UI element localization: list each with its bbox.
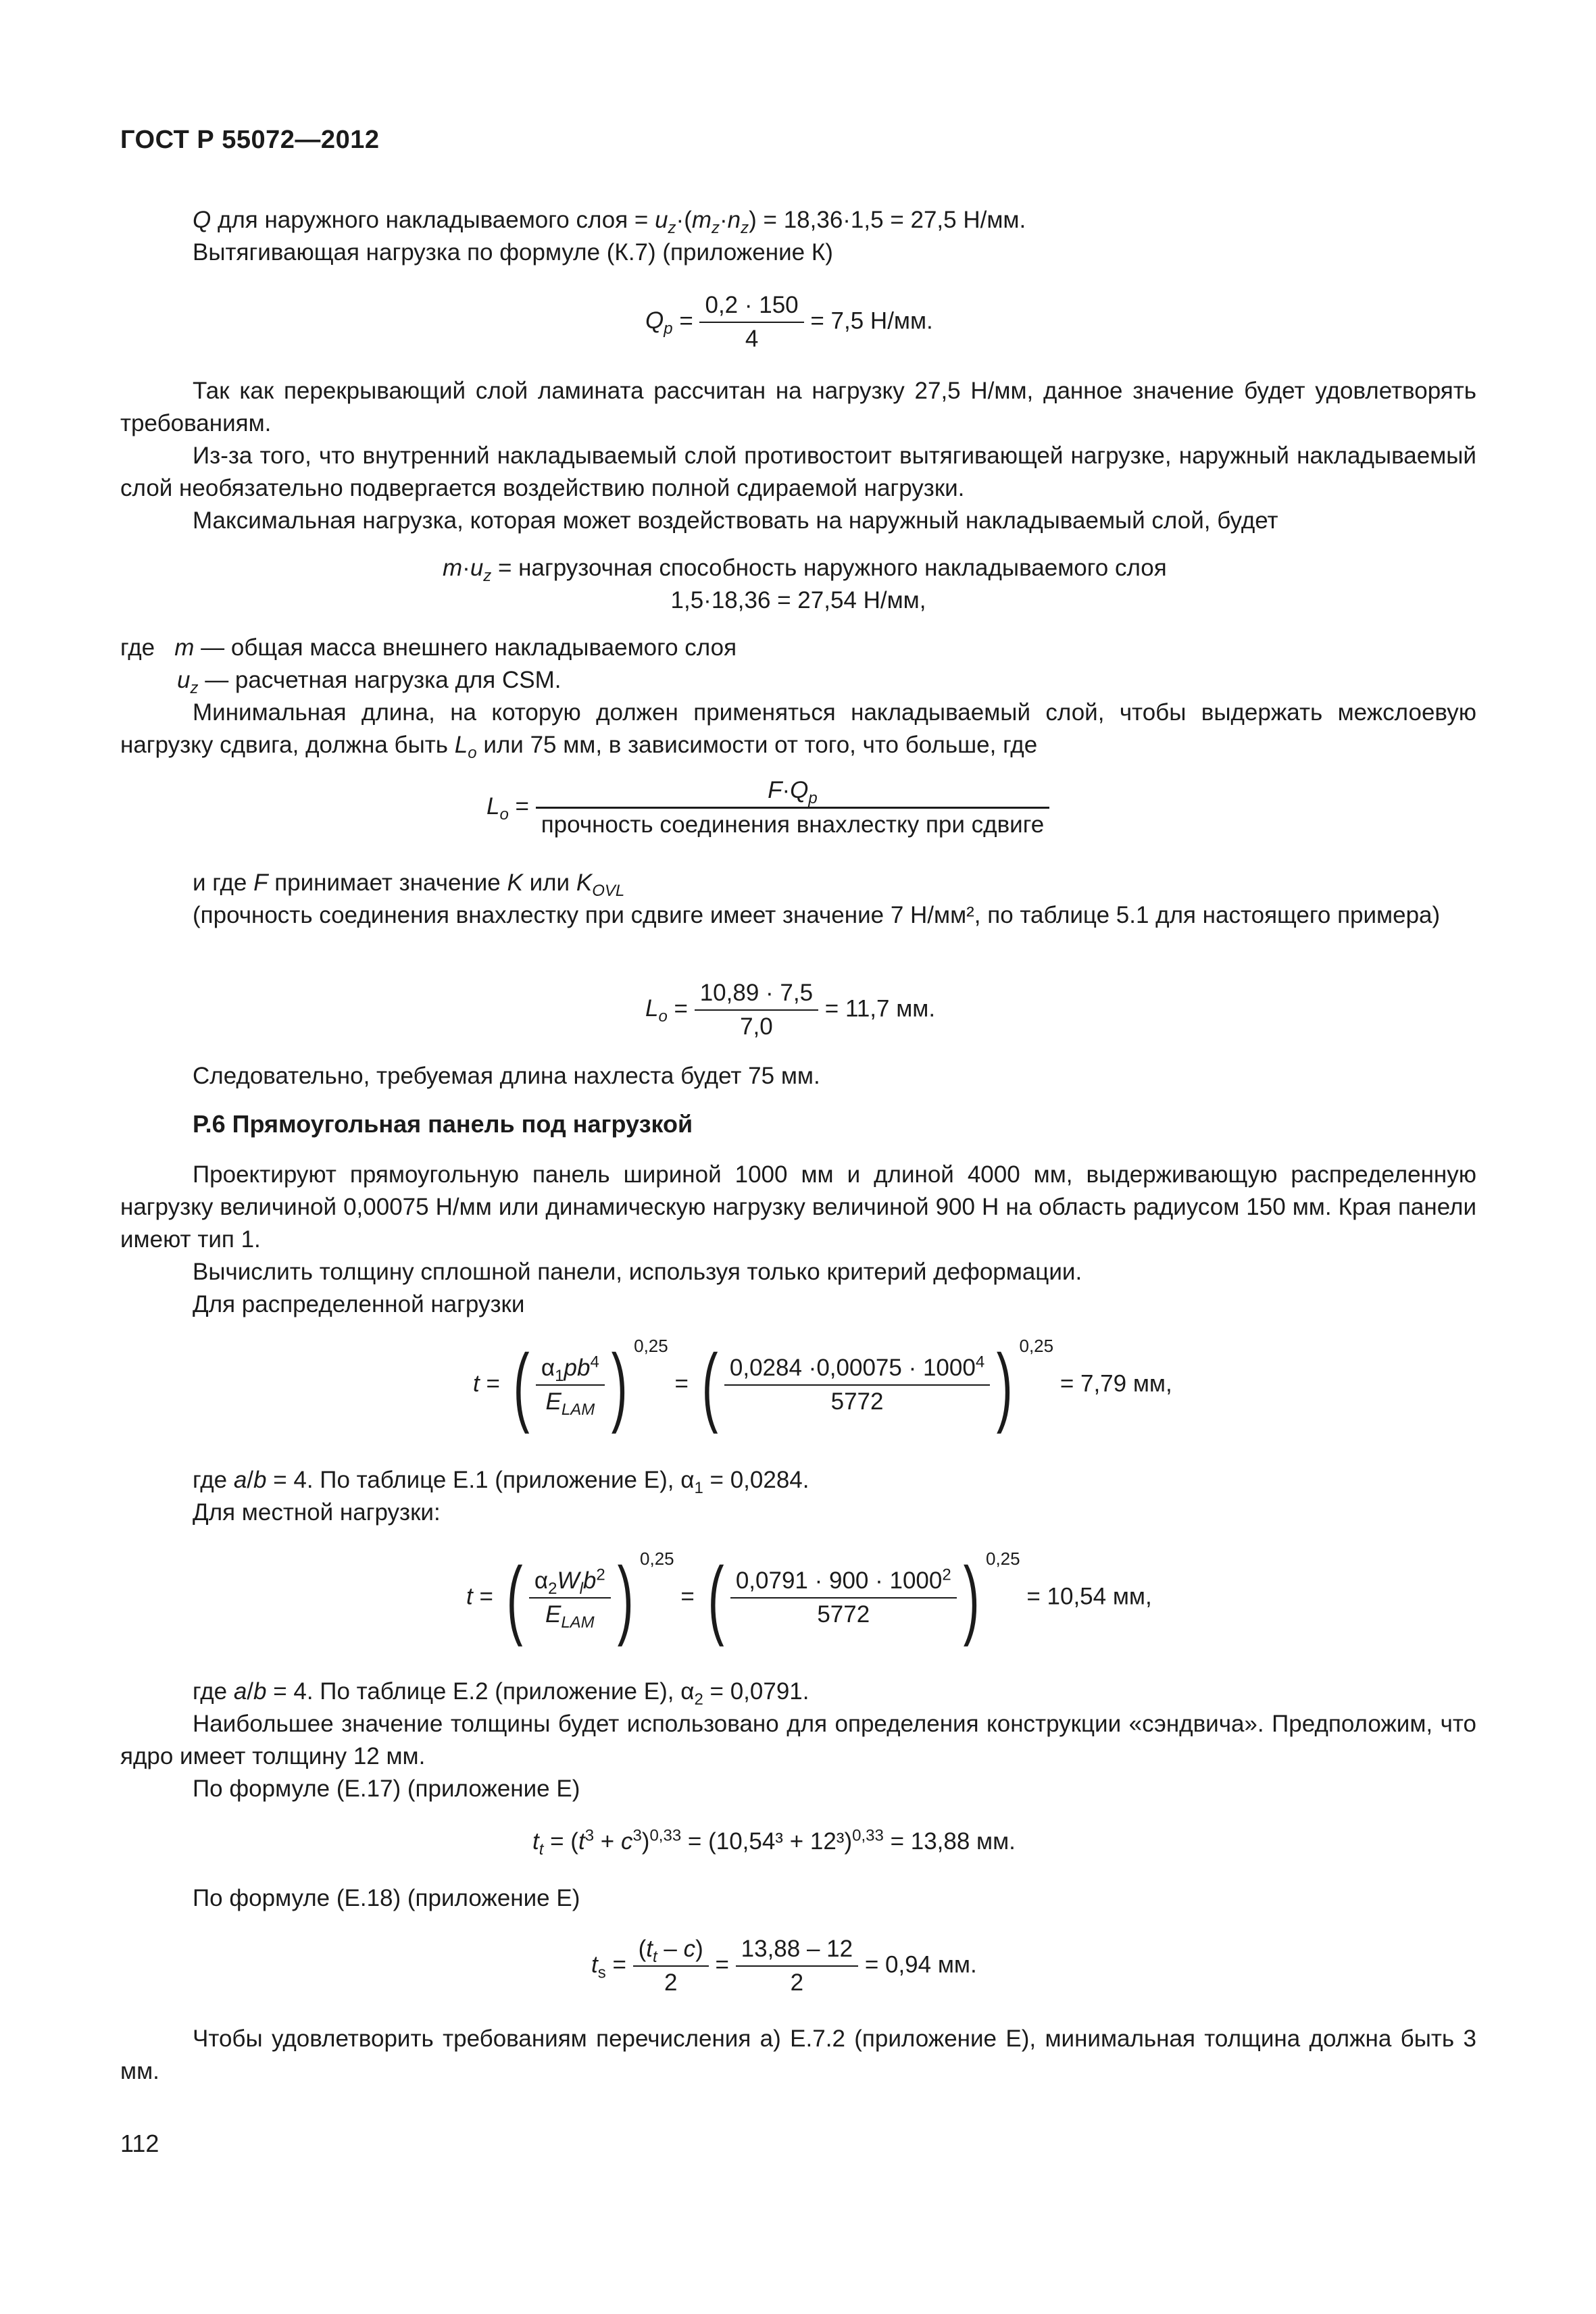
formula-qp: $Q_p$ = $\frac{0,2 \cdot 150}{4}$ = 7,5 Н/мм. (645, 292, 933, 352)
paragraph-min-thickness: Чтобы удовлетворить требованиям перечисления а) Е.7.2 (приложение Е), минимальная толщина должна быть 3 мм. (120, 2026, 1476, 2084)
paragraph-e17: По формуле (Е.17) (приложение Е) (193, 1776, 580, 1802)
formula-ts-result: = 0,94 мм. (864, 1951, 977, 1978)
formula-capacity-value: 1,5·18,36 = 27,54 Н/мм, (670, 587, 926, 613)
paragraph-overlap-length: Следовательно, требуемая длина нахлеста будет 75 мм. (193, 1063, 820, 1089)
paragraph-laminate-capacity: Так как перекрывающий слой ламината рассчитан на нагрузку 27,5 Н/мм, данное значение будет удовлетворять требованиям. (120, 378, 1476, 436)
text-a2: где a/b = 4. По таблице Е.2 (приложение Е), $\alpha_2 = 0,0791$. (193, 1678, 809, 1709)
formula-lo-numeric: $L_o$ = $\frac{10,89 \cdot 7,5}{7,0}$ = 11,7 мм. (645, 980, 936, 1040)
paragraph-lap-strength: (прочность соединения внахлестку при сдвиге имеет значение 7 Н/мм², по таблице 5.1 для настоящего примера) (193, 902, 1441, 928)
text-line-q-outer-rest: = 18,36·1,5 = 27,5 Н/мм. (763, 207, 1026, 233)
text-f-value: и где F принимает значение K или $K_{OVL}$ (193, 870, 625, 900)
formula-qp-result: = 7,5 Н/мм. (810, 307, 933, 334)
formula-lo: $L_o$ = $\frac{F\cdot Q_p}{\text{прочность соединения внахлестку при сдвиге}}$ (487, 777, 1049, 838)
paragraph-distributed: Для распределенной нагрузки (193, 1291, 525, 1317)
formula-capacity-text: = нагрузочная способность наружного накладываемого слоя (498, 555, 1167, 581)
where-uz: $u_z$ — расчетная нагрузка для CSM. (177, 667, 562, 697)
page-number: 112 (120, 2130, 159, 2157)
formula-tt: $t_t = (t^3 + c^3)^{0,33} = (10,54^3 + 12^3)^{0,33} = 13,88$ мм. (532, 1826, 1016, 1859)
formula-lo-numeric-numerator: 10,89 · 7,5 (699, 980, 814, 1006)
text-line-pull-load: Вытягивающая нагрузка по формуле (К.7) (приложение К) (193, 239, 833, 266)
formula-ts: $t_s$ = $\frac{(t_t - c)}{2}$ = $\frac{13,88 - 12}{2}$ = 0,94 мм. (591, 1936, 977, 1996)
formula-capacity: $m\cdot u_z$ = нагрузочная способность наружного накладываемого слоя (443, 555, 1167, 585)
paragraph-panel-design: Проектируют прямоугольную панель шириной 1000 мм и длиной 4000 мм, выдерживающую распределенную нагрузку величиной 0,00075 Н/мм или динамическую нагрузку величиной 900 Н на область радиусом 150 мм. Края панели имеют тип 1. (120, 1161, 1476, 1253)
formula-t-distributed-result: = 7,79 мм, (1059, 1370, 1172, 1397)
paragraph-max-load: Максимальная нагрузка, которая может воздействовать на наружный накладываемый слой, будет (193, 507, 1278, 534)
formula-lo-numeric-result: = 11,7 мм. (824, 995, 936, 1022)
formula-t-local: t = ( $\frac{\alpha_2W_lb^2}{E_{LAM}}$ ) 0,25 = ( $\frac{0,0791 \cdot 900 \cdot 1000^2}{5772}$ ) 0,25 = 10,54 мм, (466, 1549, 1152, 1647)
paragraph-min-length: Минимальная длина, на которую должен применяться накладываемый слой, чтобы выдержать межслоевую нагрузку сдвига, должна быть $L_o$ или 75 мм, в зависимости от того, что больше, где (120, 699, 1476, 762)
formula-lo-numeric-denominator: 7,0 (695, 1009, 818, 1040)
where-uz-text: — расчетная нагрузка для CSM. (205, 667, 562, 693)
paragraph-thickness: Вычислить толщину сплошной панели, используя только критерий деформации. (193, 1259, 1082, 1285)
formula-qp-denominator: 4 (699, 322, 803, 353)
where-m-text: — общая масса внешнего накладываемого слоя (201, 634, 737, 661)
paragraph-inner-layer: Из-за того, что внутренний накладываемый слой противостоит вытягивающей нагрузке, наружный накладываемый слой необязательно подвергается воздействию полной сдираемой нагрузки. (120, 443, 1476, 501)
paragraph-local: Для местной нагрузки: (193, 1499, 441, 1526)
section-heading: Р.6 Прямоугольная панель под нагрузкой (193, 1110, 693, 1138)
paragraph-sandwich: Наибольшее значение толщины будет использовано для определения конструкции «сэндвича». Предположим, что ядро имеет толщину 12 мм. (120, 1711, 1476, 1769)
where-m: где m — общая масса внешнего накладываемого слоя (120, 634, 737, 661)
paragraph-e18: По формуле (Е.18) (приложение Е) (193, 1885, 580, 1911)
formula-lo-denominator: прочность соединения внахлестку при сдвиге (536, 807, 1049, 838)
formula-t-distributed: t = ( $\frac{\alpha_1pb^4}{E_{LAM}}$ ) 0,25 = ( $\frac{0,0284 \cdot 0,00075 \cdot 1000^4}{5772}$ ) 0,25 = 7,79 мм, (473, 1336, 1172, 1434)
formula-t-local-result: = 10,54 мм, (1026, 1583, 1152, 1610)
text-line-q-outer: Q для наружного накладываемого слоя = $u_z\cdot(m_z\cdot n_z) = 18,36\cdot 1,5 = 27,5$ Н/мм. (193, 207, 1026, 237)
formula-qp-numerator: 0,2 · 150 (705, 292, 799, 318)
document-header: ГОСТ Р 55072—2012 (120, 126, 380, 154)
text-a1: где a/b = 4. По таблице Е.1 (приложение Е), $\alpha_1 = 0,0284$. (193, 1467, 809, 1497)
